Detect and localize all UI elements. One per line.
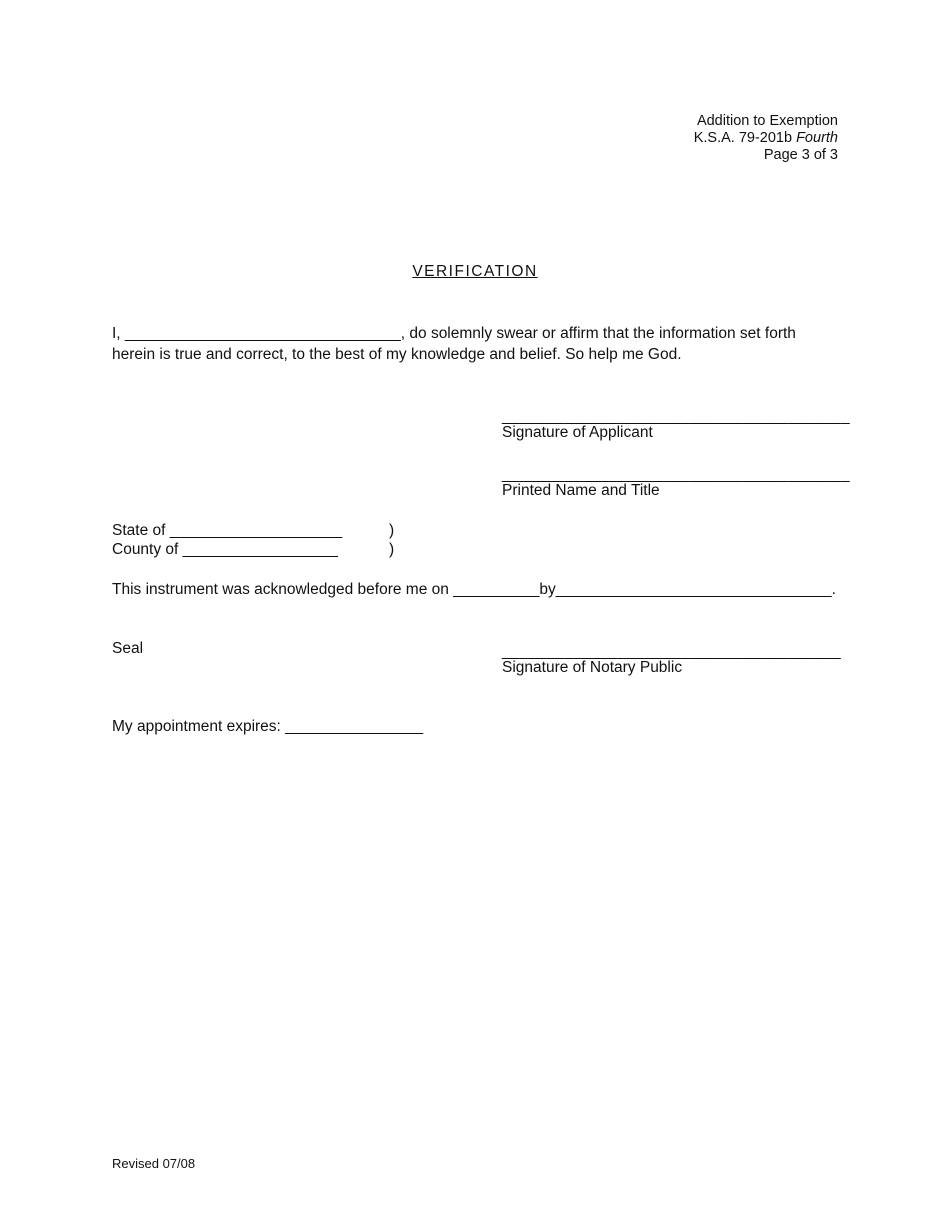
oath-text: , do solemnly swear or affirm that the information set forth herein is true and correct, to the best of my knowledge and belief. So help me God. [112, 325, 796, 363]
appointment-label: My appointment expires: [112, 718, 286, 735]
header-page-number: Page 3 of 3 [763, 147, 838, 163]
printed-name-label: Printed Name and Title [502, 482, 660, 499]
header-statute [694, 129, 838, 147]
county-label: County of [112, 541, 183, 558]
printed-name-line[interactable]: _______________________________________ [502, 466, 850, 483]
revision-footer: Revised 07/08 [112, 1156, 196, 1171]
ack-name-blank[interactable]: ________________________________ [555, 581, 832, 598]
seal-label: Seal [112, 640, 144, 657]
state-paren: ) [389, 522, 395, 539]
oath-name-blank[interactable]: ________________________________ [124, 325, 401, 342]
county-row [112, 541, 338, 559]
header-form-name: Addition to Exemption [696, 113, 838, 129]
state-row [112, 522, 342, 540]
oath-paragraph [112, 323, 832, 365]
header-statute-text: K.S.A. 79-201b [693, 130, 797, 146]
applicant-signature-label: Signature of Applicant [502, 424, 653, 441]
ack-prefix: This instrument was acknowledged before me on [112, 581, 454, 598]
ack-suffix: . [831, 581, 836, 598]
county-blank[interactable]: __________________ [182, 541, 338, 558]
appointment-row [112, 718, 423, 736]
ack-date-blank[interactable]: __________ [453, 581, 540, 598]
oath-prefix: I, [112, 325, 125, 342]
acknowledgment-line [112, 581, 836, 599]
appointment-blank[interactable]: ________________ [285, 718, 424, 735]
ack-by: by [539, 581, 556, 598]
page-title-text: VERIFICATION [412, 263, 538, 280]
notary-signature-label: Signature of Notary Public [502, 659, 683, 676]
applicant-signature-line[interactable]: _______________________________________ [502, 408, 850, 425]
notary-signature-line[interactable]: ______________________________________ [502, 643, 841, 660]
county-paren: ) [389, 541, 395, 558]
page-title [0, 263, 950, 281]
header-statute-italic: Fourth [796, 130, 838, 146]
state-blank[interactable]: ____________________ [169, 522, 343, 539]
state-label: State of [112, 522, 170, 539]
